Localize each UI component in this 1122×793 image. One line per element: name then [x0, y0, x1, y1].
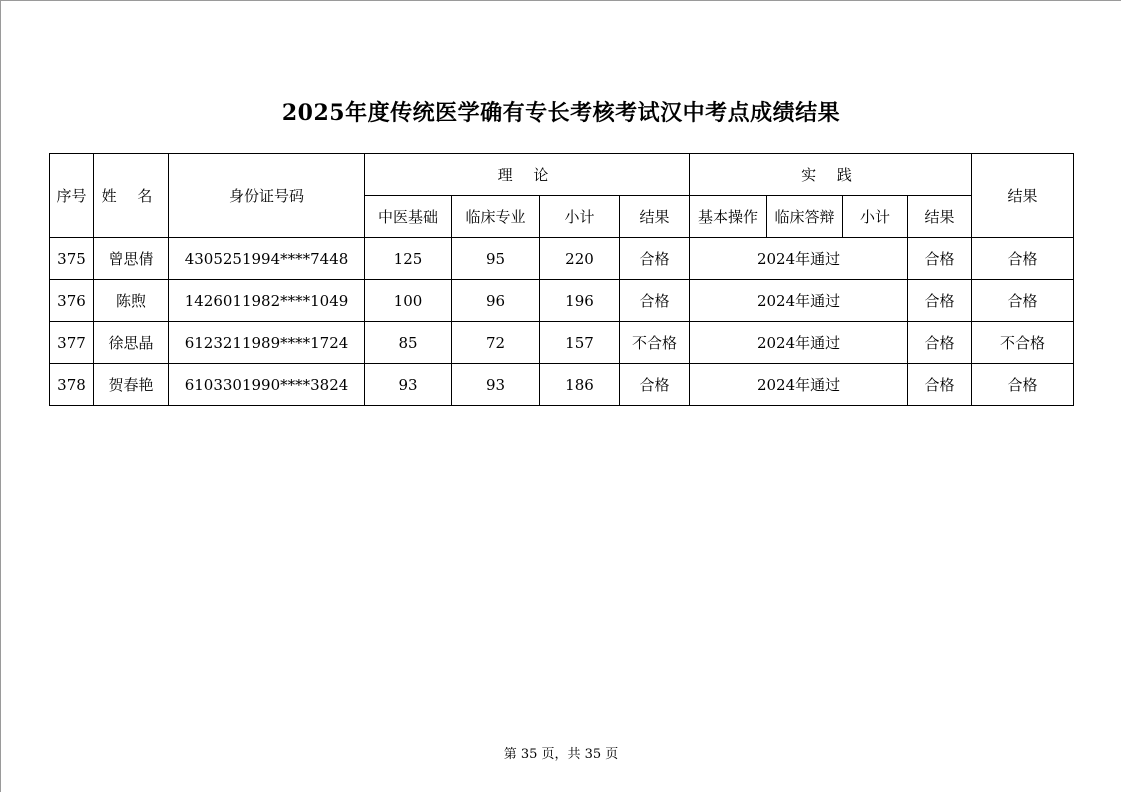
cell-final-result: 不合格 — [972, 322, 1074, 364]
cell-seq: 375 — [50, 238, 94, 280]
col-header-clinical-defense: 临床答辩 — [767, 196, 843, 238]
cell-tcm-basic: 85 — [365, 322, 452, 364]
cell-tcm-basic: 100 — [365, 280, 452, 322]
cell-seq: 376 — [50, 280, 94, 322]
table-row — [50, 322, 1074, 364]
cell-theory-subtotal: 196 — [540, 280, 620, 322]
cell-practice-note: 2024年通过 — [690, 322, 908, 364]
cell-final-result: 合格 — [972, 364, 1074, 406]
cell-theory-result: 合格 — [620, 280, 690, 322]
col-header-theory: 理 论 — [365, 154, 690, 196]
cell-clinical: 95 — [452, 238, 540, 280]
cell-id: 1426011982****1049 — [169, 280, 365, 322]
table-row — [50, 280, 1074, 322]
cell-name: 曾思倩 — [94, 238, 169, 280]
cell-theory-subtotal: 157 — [540, 322, 620, 364]
col-header-practice: 实 践 — [690, 154, 972, 196]
header-row-1 — [50, 154, 1074, 196]
cell-final-result: 合格 — [972, 238, 1074, 280]
col-header-theory-result: 结果 — [620, 196, 690, 238]
cell-practice-note: 2024年通过 — [690, 280, 908, 322]
col-header-clinical-specialty: 临床专业 — [452, 196, 540, 238]
cell-theory-result: 合格 — [620, 364, 690, 406]
cell-practice-result: 合格 — [908, 238, 972, 280]
cell-practice-note: 2024年通过 — [690, 238, 908, 280]
cell-final-result: 合格 — [972, 280, 1074, 322]
cell-name: 陈煦 — [94, 280, 169, 322]
cell-seq: 378 — [50, 364, 94, 406]
cell-clinical: 96 — [452, 280, 540, 322]
col-header-seq: 序号 — [50, 154, 94, 238]
col-header-final-result: 结果 — [972, 154, 1074, 238]
cell-id: 6123211989****1724 — [169, 322, 365, 364]
col-header-name: 姓 名 — [94, 154, 169, 238]
col-header-practice-subtotal: 小计 — [843, 196, 908, 238]
cell-practice-result: 合格 — [908, 322, 972, 364]
cell-seq: 377 — [50, 322, 94, 364]
page-title: 2025年度传统医学确有专长考核考试汉中考点成绩结果 — [281, 100, 841, 126]
table-row — [50, 238, 1074, 280]
cell-theory-subtotal: 220 — [540, 238, 620, 280]
cell-clinical: 72 — [452, 322, 540, 364]
page-number-footer: 第 35 页，共 35 页 — [503, 747, 619, 762]
cell-practice-result: 合格 — [908, 280, 972, 322]
cell-id: 6103301990****3824 — [169, 364, 365, 406]
cell-name: 贺春艳 — [94, 364, 169, 406]
cell-tcm-basic: 93 — [365, 364, 452, 406]
col-header-tcm-basic: 中医基础 — [365, 196, 452, 238]
col-header-basic-operation: 基本操作 — [690, 196, 767, 238]
table-row — [50, 364, 1074, 406]
cell-tcm-basic: 125 — [365, 238, 452, 280]
cell-clinical: 93 — [452, 364, 540, 406]
results-table — [49, 153, 1074, 406]
cell-practice-result: 合格 — [908, 364, 972, 406]
cell-name: 徐思晶 — [94, 322, 169, 364]
cell-id: 4305251994****7448 — [169, 238, 365, 280]
cell-theory-result: 不合格 — [620, 322, 690, 364]
col-header-theory-subtotal: 小计 — [540, 196, 620, 238]
col-header-practice-result: 结果 — [908, 196, 972, 238]
cell-practice-note: 2024年通过 — [690, 364, 908, 406]
cell-theory-subtotal: 186 — [540, 364, 620, 406]
cell-theory-result: 合格 — [620, 238, 690, 280]
col-header-id: 身份证号码 — [169, 154, 365, 238]
